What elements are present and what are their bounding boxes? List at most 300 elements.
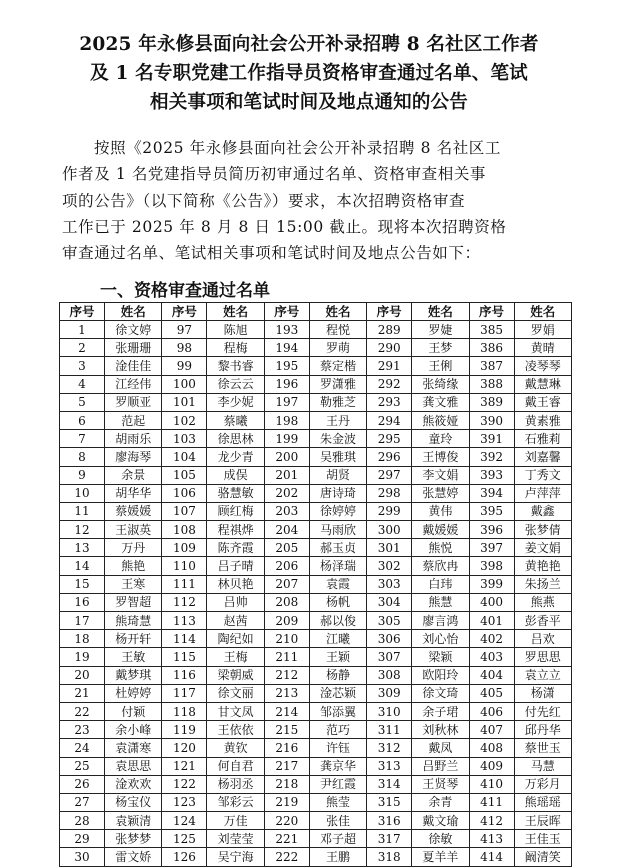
seq-cell: 386 [469, 339, 514, 357]
header-seq: 序号 [367, 303, 412, 321]
seq-cell: 21 [60, 684, 105, 702]
seq-cell: 7 [60, 430, 105, 448]
name-cell: 万佳 [207, 812, 264, 830]
name-cell: 戴媛媛 [412, 521, 469, 539]
seq-cell: 5 [60, 393, 105, 411]
seq-cell: 14 [60, 557, 105, 575]
seq-cell: 203 [264, 502, 309, 520]
table-row [60, 521, 572, 539]
name-cell: 夏羊羊 [412, 848, 469, 866]
name-cell: 付先红 [514, 702, 571, 720]
name-cell: 王依依 [207, 721, 264, 739]
name-cell: 邹添翼 [309, 702, 366, 720]
header-seq: 序号 [60, 303, 105, 321]
seq-cell: 221 [264, 830, 309, 848]
name-cell: 吕欢 [514, 630, 571, 648]
name-cell: 朱金波 [309, 430, 366, 448]
name-cell: 熊琦慧 [105, 612, 162, 630]
seq-cell: 222 [264, 848, 309, 866]
name-cell: 罗婕 [412, 321, 469, 339]
name-cell: 王贤琴 [412, 775, 469, 793]
seq-cell: 100 [162, 375, 207, 393]
name-cell: 吴雅琪 [309, 448, 366, 466]
table-row [60, 793, 572, 811]
seq-cell: 400 [469, 593, 514, 611]
seq-cell: 291 [367, 357, 412, 375]
name-cell: 勒雅芝 [309, 393, 366, 411]
name-cell: 余景 [105, 466, 162, 484]
seq-cell: 202 [264, 484, 309, 502]
seq-cell: 109 [162, 539, 207, 557]
table-row [60, 702, 572, 720]
name-cell: 杨潇 [514, 684, 571, 702]
seq-cell: 214 [264, 702, 309, 720]
name-cell: 袁颖清 [105, 812, 162, 830]
name-cell: 王博俊 [412, 448, 469, 466]
name-cell: 邱丹华 [514, 721, 571, 739]
seq-cell: 211 [264, 648, 309, 666]
seq-cell: 10 [60, 484, 105, 502]
seq-cell: 98 [162, 339, 207, 357]
name-cell: 陶纪如 [207, 630, 264, 648]
name-cell: 江经伟 [105, 375, 162, 393]
name-cell: 石雅莉 [514, 430, 571, 448]
seq-cell: 216 [264, 739, 309, 757]
table-row [60, 430, 572, 448]
seq-cell: 108 [162, 521, 207, 539]
table-row [60, 539, 572, 557]
name-cell: 范起 [105, 411, 162, 429]
name-cell: 付颖 [105, 702, 162, 720]
name-cell: 张慧婷 [412, 484, 469, 502]
name-cell: 余青 [412, 793, 469, 811]
name-cell: 郝以俊 [309, 612, 366, 630]
seq-cell: 402 [469, 630, 514, 648]
seq-cell: 205 [264, 539, 309, 557]
name-cell: 顾红梅 [207, 502, 264, 520]
name-cell: 淦佳佳 [105, 357, 162, 375]
name-cell: 罗思思 [514, 648, 571, 666]
seq-cell: 112 [162, 593, 207, 611]
seq-cell: 101 [162, 393, 207, 411]
name-cell: 刘嘉馨 [514, 448, 571, 466]
table-row [60, 593, 572, 611]
table-body [60, 321, 572, 867]
seq-cell: 395 [469, 502, 514, 520]
seq-cell: 125 [162, 830, 207, 848]
seq-cell: 393 [469, 466, 514, 484]
name-cell: 胡华华 [105, 484, 162, 502]
name-cell: 何自君 [207, 757, 264, 775]
table-row [60, 502, 572, 520]
seq-cell: 212 [264, 666, 309, 684]
seq-cell: 309 [367, 684, 412, 702]
seq-cell: 304 [367, 593, 412, 611]
name-cell: 袁思思 [105, 757, 162, 775]
seq-cell: 317 [367, 830, 412, 848]
name-cell: 梁朝威 [207, 666, 264, 684]
seq-cell: 397 [469, 539, 514, 557]
name-cell: 刘秋林 [412, 721, 469, 739]
seq-cell: 312 [367, 739, 412, 757]
name-cell: 凌琴琴 [514, 357, 571, 375]
seq-cell: 399 [469, 575, 514, 593]
name-cell: 龚京华 [309, 757, 366, 775]
table-row [60, 321, 572, 339]
seq-cell: 11 [60, 502, 105, 520]
table-row [60, 339, 572, 357]
seq-cell: 388 [469, 375, 514, 393]
name-cell: 黄钦 [207, 739, 264, 757]
seq-cell: 117 [162, 684, 207, 702]
name-cell: 王俐 [412, 357, 469, 375]
seq-cell: 103 [162, 430, 207, 448]
title-line-2: 及 1 名专职党建工作指导员资格审查通过名单、笔试 [90, 63, 528, 84]
name-cell: 蔡欣冉 [412, 557, 469, 575]
name-cell: 徐文婷 [105, 321, 162, 339]
name-cell: 杨羽丞 [207, 775, 264, 793]
seq-cell: 392 [469, 448, 514, 466]
table-row [60, 757, 572, 775]
seq-cell: 396 [469, 521, 514, 539]
table-row [60, 466, 572, 484]
seq-cell: 121 [162, 757, 207, 775]
name-cell: 杨静 [309, 666, 366, 684]
name-cell: 杨开轩 [105, 630, 162, 648]
name-cell: 熊悦 [412, 539, 469, 557]
name-cell: 罗智超 [105, 593, 162, 611]
seq-cell: 314 [367, 775, 412, 793]
name-cell: 徐思林 [207, 430, 264, 448]
seq-cell: 195 [264, 357, 309, 375]
seq-cell: 208 [264, 593, 309, 611]
seq-cell: 302 [367, 557, 412, 575]
seq-cell: 23 [60, 721, 105, 739]
seq-cell: 193 [264, 321, 309, 339]
name-cell: 骆慧敏 [207, 484, 264, 502]
seq-cell: 1 [60, 321, 105, 339]
name-cell: 雷文娇 [105, 848, 162, 866]
intro-line-5: 审查通过名单、笔试相关事项和笔试时间及地点公告如下： [62, 244, 481, 263]
seq-cell: 13 [60, 539, 105, 557]
name-cell: 熊燕 [514, 593, 571, 611]
seq-cell: 204 [264, 521, 309, 539]
seq-cell: 207 [264, 575, 309, 593]
seq-cell: 119 [162, 721, 207, 739]
name-cell: 程悦 [309, 321, 366, 339]
seq-cell: 201 [264, 466, 309, 484]
name-cell: 罗萌 [309, 339, 366, 357]
seq-cell: 316 [367, 812, 412, 830]
name-cell: 许钰 [309, 739, 366, 757]
name-cell: 张梦梦 [105, 830, 162, 848]
seq-cell: 406 [469, 702, 514, 720]
name-cell: 戴慧琳 [514, 375, 571, 393]
name-cell: 熊莹 [309, 793, 366, 811]
seq-cell: 105 [162, 466, 207, 484]
name-cell: 杜婷婷 [105, 684, 162, 702]
name-cell: 甘文凤 [207, 702, 264, 720]
table-row [60, 684, 572, 702]
seq-cell: 26 [60, 775, 105, 793]
title-line-1: 2025 年永修县面向社会公开补录招聘 8 名社区工作者 [79, 34, 539, 55]
seq-cell: 16 [60, 593, 105, 611]
seq-cell: 414 [469, 848, 514, 866]
name-cell: 胡雨乐 [105, 430, 162, 448]
name-cell: 罗娟 [514, 321, 571, 339]
seq-cell: 292 [367, 375, 412, 393]
seq-cell: 299 [367, 502, 412, 520]
name-cell: 徐文琦 [412, 684, 469, 702]
seq-cell: 198 [264, 411, 309, 429]
name-cell: 吕帅 [207, 593, 264, 611]
seq-cell: 289 [367, 321, 412, 339]
seq-cell: 126 [162, 848, 207, 866]
seq-cell: 15 [60, 575, 105, 593]
seq-cell: 297 [367, 466, 412, 484]
seq-cell: 120 [162, 739, 207, 757]
seq-cell: 308 [367, 666, 412, 684]
seq-cell: 115 [162, 648, 207, 666]
seq-cell: 118 [162, 702, 207, 720]
name-cell: 蔡媛媛 [105, 502, 162, 520]
name-cell: 廖言鸿 [412, 612, 469, 630]
seq-cell: 30 [60, 848, 105, 866]
name-cell: 赵茜 [207, 612, 264, 630]
name-cell: 吴宁海 [207, 848, 264, 866]
name-cell: 杨宝仪 [105, 793, 162, 811]
seq-cell: 20 [60, 666, 105, 684]
name-cell: 丁秀文 [514, 466, 571, 484]
name-cell: 熊瑶瑶 [514, 793, 571, 811]
seq-cell: 295 [367, 430, 412, 448]
name-cell: 王颖 [309, 648, 366, 666]
seq-cell: 110 [162, 557, 207, 575]
seq-cell: 29 [60, 830, 105, 848]
intro-line-2: 作者及 1 名党建指导员简历初审通过名单、资格审查相关事 [62, 165, 487, 184]
name-cell: 戴王睿 [514, 393, 571, 411]
seq-cell: 412 [469, 812, 514, 830]
name-cell: 熊艳 [105, 557, 162, 575]
name-cell: 林贝艳 [207, 575, 264, 593]
table-row [60, 648, 572, 666]
seq-cell: 113 [162, 612, 207, 630]
name-cell: 卢萍萍 [514, 484, 571, 502]
seq-cell: 213 [264, 684, 309, 702]
name-cell: 马雨欣 [309, 521, 366, 539]
seq-cell: 8 [60, 448, 105, 466]
intro-line-4: 工作已于 2025 年 8 月 8 日 15:00 截止。现将本次招聘资格 [62, 217, 507, 236]
seq-cell: 413 [469, 830, 514, 848]
seq-cell: 405 [469, 684, 514, 702]
seq-cell: 197 [264, 393, 309, 411]
table-row [60, 775, 572, 793]
table-header-row [60, 303, 572, 321]
name-cell: 李少妮 [207, 393, 264, 411]
seq-cell: 409 [469, 757, 514, 775]
seq-cell: 311 [367, 721, 412, 739]
name-cell: 程梅 [207, 339, 264, 357]
seq-cell: 6 [60, 411, 105, 429]
seq-cell: 217 [264, 757, 309, 775]
notice-title [30, 30, 588, 117]
seq-cell: 27 [60, 793, 105, 811]
name-cell: 王梦 [412, 339, 469, 357]
name-cell: 黄伟 [412, 502, 469, 520]
seq-cell: 196 [264, 375, 309, 393]
name-cell: 蔡世玉 [514, 739, 571, 757]
header-name: 姓名 [514, 303, 571, 321]
name-cell: 陈旭 [207, 321, 264, 339]
seq-cell: 408 [469, 739, 514, 757]
seq-cell: 298 [367, 484, 412, 502]
table-row [60, 484, 572, 502]
seq-cell: 296 [367, 448, 412, 466]
seq-cell: 391 [469, 430, 514, 448]
seq-cell: 306 [367, 630, 412, 648]
name-cell: 徐敏 [412, 830, 469, 848]
table-row [60, 812, 572, 830]
seq-cell: 206 [264, 557, 309, 575]
seq-cell: 19 [60, 648, 105, 666]
intro-line-3: 项的公告》（以下简称《公告》）要求，本次招聘资格审查 [62, 191, 466, 210]
seq-cell: 102 [162, 411, 207, 429]
table-row [60, 557, 572, 575]
name-cell: 张绮缘 [412, 375, 469, 393]
name-cell: 欧阳玲 [412, 666, 469, 684]
seq-cell: 111 [162, 575, 207, 593]
seq-cell: 200 [264, 448, 309, 466]
name-cell: 袁潇寒 [105, 739, 162, 757]
header-name: 姓名 [105, 303, 162, 321]
name-cell: 黄晴 [514, 339, 571, 357]
name-cell: 刘莹莹 [207, 830, 264, 848]
table-row [60, 612, 572, 630]
table-row [60, 830, 572, 848]
seq-cell: 318 [367, 848, 412, 866]
name-cell: 余子珺 [412, 702, 469, 720]
name-cell: 蔡曦 [207, 411, 264, 429]
table-row [60, 721, 572, 739]
name-cell: 唐诗琦 [309, 484, 366, 502]
name-cell: 袁霞 [309, 575, 366, 593]
seq-cell: 28 [60, 812, 105, 830]
seq-cell: 301 [367, 539, 412, 557]
name-cell: 李文娟 [412, 466, 469, 484]
name-cell: 王丹 [309, 411, 366, 429]
name-cell: 龙少青 [207, 448, 264, 466]
seq-cell: 394 [469, 484, 514, 502]
seq-cell: 199 [264, 430, 309, 448]
table-row [60, 393, 572, 411]
name-cell: 戴凤 [412, 739, 469, 757]
name-cell: 童玲 [412, 430, 469, 448]
table-row [60, 411, 572, 429]
name-cell: 王寒 [105, 575, 162, 593]
seq-cell: 106 [162, 484, 207, 502]
seq-cell: 116 [162, 666, 207, 684]
name-cell: 王淑英 [105, 521, 162, 539]
table-row [60, 448, 572, 466]
name-cell: 张佳 [309, 812, 366, 830]
seq-cell: 219 [264, 793, 309, 811]
name-cell: 阚清笑 [514, 848, 571, 866]
name-cell: 胡贤 [309, 466, 366, 484]
seq-cell: 403 [469, 648, 514, 666]
seq-cell: 315 [367, 793, 412, 811]
name-cell: 郝玉贞 [309, 539, 366, 557]
section-heading: 一、资格审查通过名单 [100, 281, 270, 301]
seq-cell: 124 [162, 812, 207, 830]
table-row [60, 630, 572, 648]
header-seq: 序号 [469, 303, 514, 321]
seq-cell: 305 [367, 612, 412, 630]
name-cell: 吕野兰 [412, 757, 469, 775]
seq-cell: 99 [162, 357, 207, 375]
name-cell: 余小峰 [105, 721, 162, 739]
seq-cell: 2 [60, 339, 105, 357]
name-cell: 张梦倩 [514, 521, 571, 539]
seq-cell: 387 [469, 357, 514, 375]
name-cell: 万彩月 [514, 775, 571, 793]
name-cell: 廖海琴 [105, 448, 162, 466]
seq-cell: 104 [162, 448, 207, 466]
name-cell: 朱扬兰 [514, 575, 571, 593]
name-cell: 戴梦琪 [105, 666, 162, 684]
seq-cell: 293 [367, 393, 412, 411]
header-name: 姓名 [412, 303, 469, 321]
name-cell: 吕子晴 [207, 557, 264, 575]
seq-cell: 122 [162, 775, 207, 793]
name-cell: 王敏 [105, 648, 162, 666]
name-cell: 徐云云 [207, 375, 264, 393]
name-cell: 戴鑫 [514, 502, 571, 520]
name-cell: 范巧 [309, 721, 366, 739]
qualified-roster-table [59, 302, 572, 867]
seq-cell: 22 [60, 702, 105, 720]
seq-cell: 194 [264, 339, 309, 357]
name-cell: 黄艳艳 [514, 557, 571, 575]
name-cell: 袁立立 [514, 666, 571, 684]
header-seq: 序号 [162, 303, 207, 321]
seq-cell: 97 [162, 321, 207, 339]
name-cell: 陈齐霞 [207, 539, 264, 557]
name-cell: 龚文雅 [412, 393, 469, 411]
name-cell: 刘心怡 [412, 630, 469, 648]
seq-cell: 411 [469, 793, 514, 811]
seq-cell: 307 [367, 648, 412, 666]
seq-cell: 398 [469, 557, 514, 575]
seq-cell: 4 [60, 375, 105, 393]
intro-paragraph [62, 135, 562, 266]
table-row [60, 739, 572, 757]
seq-cell: 209 [264, 612, 309, 630]
seq-cell: 313 [367, 757, 412, 775]
seq-cell: 294 [367, 411, 412, 429]
name-cell: 熊筱娅 [412, 411, 469, 429]
name-cell: 黎书睿 [207, 357, 264, 375]
name-cell: 王梅 [207, 648, 264, 666]
seq-cell: 18 [60, 630, 105, 648]
seq-cell: 390 [469, 411, 514, 429]
seq-cell: 303 [367, 575, 412, 593]
seq-cell: 3 [60, 357, 105, 375]
seq-cell: 24 [60, 739, 105, 757]
name-cell: 王辰晖 [514, 812, 571, 830]
header-name: 姓名 [207, 303, 264, 321]
seq-cell: 290 [367, 339, 412, 357]
table-row [60, 666, 572, 684]
